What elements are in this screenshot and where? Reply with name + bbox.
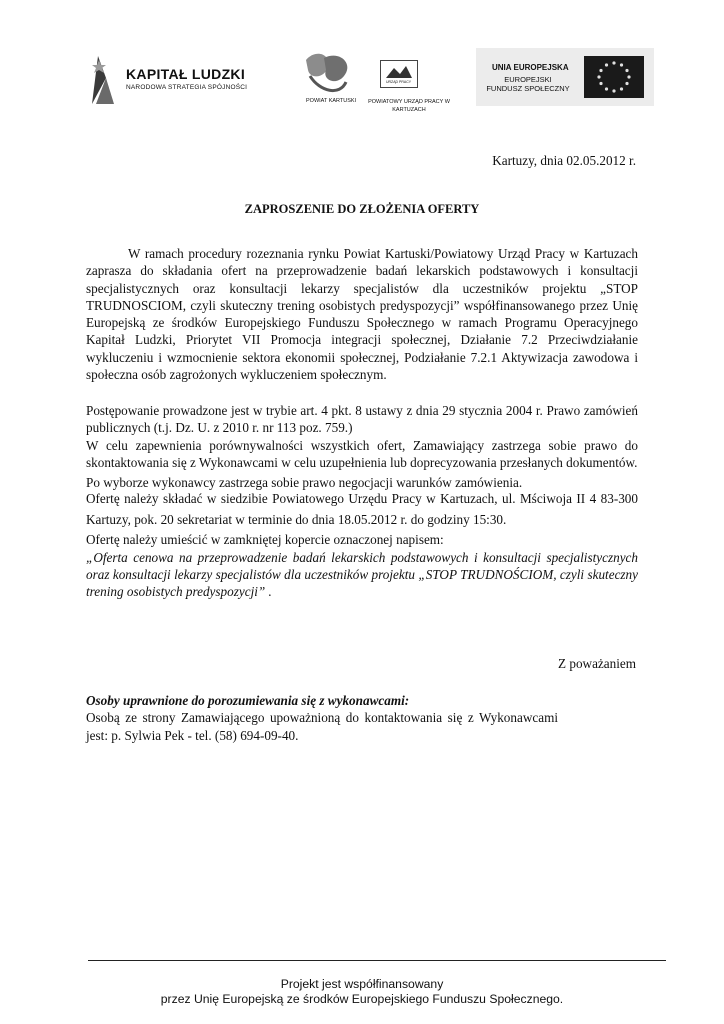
footer-line-1: Projekt jest współfinansowany: [280, 977, 444, 991]
procedure-section: [86, 402, 638, 601]
pk-caption: POWIAT KARTUSKI: [306, 98, 357, 104]
intro-text: W ramach procedury rozeznania rynku Powiat Kartuski/Powiatowy Urząd Pracy w Kartuzach zaprasza do składania ofert na przeprowadzenie badań lekarskich podstawowych i konsultacji specjalistycznych oraz konsultacji lekarzy specjalistów dla uczestników projektu „STOP TRUDNOSCIOM, czyli skuteczny trening osobistych predyspozycji” współfinansowanego przez Unię Europejską ze środków Europejskiego Funduszu Społecznego w ramach Programu Operacyjnego Kapitał Ludzki, Priorytet VII Promocja integracji społecznej, Działanie 7.2 Przeciwdziałanie wykluczeniu i wzmocnienie sektora ekonomii społecznej, Podziałanie 7.2.1 Aktywizacja zawodowa i społeczna osób zagrożonych wykluczeniem społecznym.: [86, 246, 638, 383]
negotiation-paragraph: Po wyborze wykonawcy zastrzega sobie prawo negocjacji warunków zamówienia.: [86, 475, 523, 491]
envelope-paragraph: Ofertę należy umieścić w zamkniętej kopercie oznaczonej napisem:: [86, 532, 444, 548]
pup-caption: POWIATOWY URZĄD PRACY W KARTUZACH: [368, 99, 450, 113]
kapital-ludzki-logo: [84, 48, 124, 108]
document-title: ZAPROSZENIE DO ZŁOŻENIA OFERTY: [244, 202, 480, 216]
eu-flag-icon: [584, 56, 644, 98]
pup-logo-text: URZĄD PRACY: [386, 80, 412, 84]
contact-section: [86, 692, 638, 744]
closing-signoff: Z poważaniem: [558, 656, 636, 671]
comparability-paragraph: W celu zapewnienia porównywalności wszystkich ofert, Zamawiający zastrzega sobie prawo do skontaktowania się z Wykonawcami w celu uzupełnienia lub doprecyzowania przesłanych dokumentów.: [86, 437, 638, 470]
submission-paragraph: Ofertę należy składać w siedzibie Powiatowego Urzędu Pracy w Kartuzach, ul. Mściwoja II 4 83-300 Kartuzy, pok. 20 sekretariat w terminie do dnia 18.05.2012 r. do godziny 15:30.: [86, 491, 638, 527]
envelope-quote: „Oferta cenowa na przeprowadzenie badań lekarskich podstawowych i konsultacji specjalistycznych oraz konsultacji lekarzy specjalistów dla uczestników projektu „STOP TRUDNOŚCIOM, czyli skuteczny trening osobistych predyspozycji” .: [86, 549, 638, 600]
footer-line-2: przez Unię Europejską ze środków Europejskiego Funduszu Społecznego.: [160, 992, 564, 1006]
contact-heading: Osoby uprawnione do porozumiewania się z wykonawcami:: [86, 693, 410, 708]
intro-paragraph: [86, 245, 638, 383]
kl-title: KAPITAŁ LUDZKI: [126, 66, 246, 82]
powiat-kartuski-logo: [300, 50, 356, 96]
date-line: Kartuzy, dnia 02.05.2012 r.: [492, 153, 636, 168]
eu-line-2: FUNDUSZ SPOŁECZNY: [486, 84, 570, 93]
footer-divider: [88, 960, 666, 961]
eu-line-1: EUROPEJSKI: [504, 75, 552, 84]
kl-subtitle: NARODOWA STRATEGIA SPÓJNOŚCI: [126, 84, 248, 91]
eu-title: UNIA EUROPEJSKA: [492, 63, 569, 72]
contact-text: Osobą ze strony Zamawiającego upoważnioną do kontaktowania się z Wykonawcami jest: p. Sylwia Pek - tel. (58) 694-09-40.: [86, 710, 558, 743]
procedure-paragraph: Postępowanie prowadzone jest w trybie art. 4 pkt. 8 ustawy z dnia 29 stycznia 2004 r. Prawo zamówień publicznych (t.j. Dz. U. z 2010 r. nr 113 poz. 759.): [86, 403, 638, 436]
